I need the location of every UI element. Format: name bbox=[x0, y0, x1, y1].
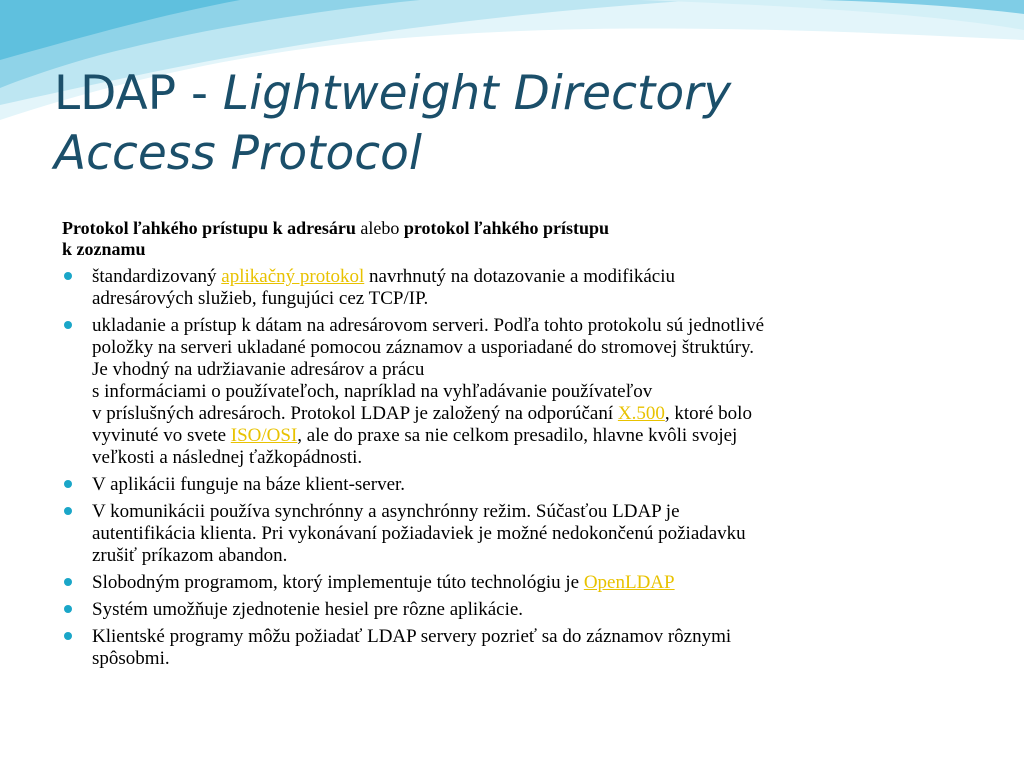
title-italic-line1: Lightweight Directory bbox=[222, 66, 732, 121]
bullet-text: Systém umožňuje zjednotenie hesiel pre rôzne aplikácie. bbox=[92, 599, 524, 620]
bullet-dot-icon bbox=[64, 272, 72, 280]
bullet-text: s informáciami o používateľoch, napríklad na vyhľadávanie používateľov bbox=[92, 381, 653, 402]
bullet-text: ukladanie a prístup k dátam na adresárovom serveri. Podľa tohto protokolu sú jednotlivé bbox=[92, 315, 765, 336]
bullet-item-clients bbox=[62, 626, 962, 670]
bullet-text: , ktoré bolo bbox=[664, 403, 752, 424]
link-aplikacny-protokol[interactable]: aplikačný protokol bbox=[221, 266, 365, 287]
slide-title bbox=[54, 64, 954, 184]
bullet-item-client-server bbox=[62, 474, 962, 496]
bullet-list bbox=[62, 266, 962, 670]
link-x500[interactable]: X.500 bbox=[617, 403, 665, 424]
bullet-dot-icon bbox=[64, 578, 72, 586]
bullet-dot-icon bbox=[64, 321, 72, 329]
bullet-text: v príslušných adresároch. Protokol LDAP je založený na odporúčaní bbox=[92, 403, 618, 424]
bullet-text: adresárových služieb, fungujúci cez TCP/IP. bbox=[92, 288, 429, 309]
bullet-text: Je vhodný na udržiavanie adresárov a prácu bbox=[92, 359, 425, 380]
bullet-text: Klientské programy môžu požiadať LDAP servery pozrieť sa do záznamov rôznymi bbox=[92, 626, 732, 647]
intro-bold-1: Protokol ľahkého prístupu k adresáru bbox=[62, 218, 356, 238]
intro-connector: alebo bbox=[355, 218, 404, 238]
bullet-text: štandardizovaný bbox=[92, 266, 222, 287]
link-iso-osi[interactable]: ISO/OSI bbox=[230, 425, 298, 446]
bullet-text: navrhnutý na dotazovanie a modifikáciu bbox=[364, 266, 676, 287]
bullet-text: položky na serveri ukladané pomocou záznamov a usporiadané do stromovej štruktúry. bbox=[92, 337, 754, 358]
intro-bold-2: protokol ľahkého prístupu bbox=[403, 218, 609, 238]
slide-content bbox=[62, 218, 962, 675]
bullet-item-openldap bbox=[62, 572, 962, 594]
bullet-dot-icon bbox=[64, 632, 72, 640]
intro-bold-3: k zoznamu bbox=[62, 239, 146, 259]
bullet-text: veľkosti a následnej ťažkopádnosti. bbox=[92, 447, 363, 468]
bullet-text: V aplikácii funguje na báze klient-server. bbox=[92, 474, 406, 495]
bullet-dot-icon bbox=[64, 605, 72, 613]
bullet-text: zrušiť príkazom abandon. bbox=[92, 545, 288, 566]
link-openldap[interactable]: OpenLDAP bbox=[583, 572, 675, 593]
bullet-text: vyvinuté vo svete bbox=[92, 425, 231, 446]
bullet-dot-icon bbox=[64, 480, 72, 488]
title-italic-line2: Access Protocol bbox=[54, 126, 422, 181]
bullet-text: V komunikácii používa synchrónny a asynchrónny režim. Súčasťou LDAP je bbox=[92, 501, 680, 522]
bullet-item-communication bbox=[62, 501, 962, 567]
bullet-item-passwords bbox=[62, 599, 962, 621]
bullet-text: autentifikácia klienta. Pri vykonávaní požiadaviek je možné nedokončenú požiadavku bbox=[92, 523, 746, 544]
intro-paragraph bbox=[62, 218, 962, 260]
title-prefix: LDAP - bbox=[54, 66, 223, 121]
bullet-text: spôsobmi. bbox=[92, 648, 170, 669]
bullet-item-storage bbox=[62, 315, 962, 469]
bullet-item-protocol bbox=[62, 266, 962, 310]
bullet-dot-icon bbox=[64, 507, 72, 515]
bullet-text: , ale do praxe sa nie celkom presadilo, hlavne kvôli svojej bbox=[297, 425, 738, 446]
bullet-text: Slobodným programom, ktorý implementuje túto technológiu je bbox=[92, 572, 584, 593]
